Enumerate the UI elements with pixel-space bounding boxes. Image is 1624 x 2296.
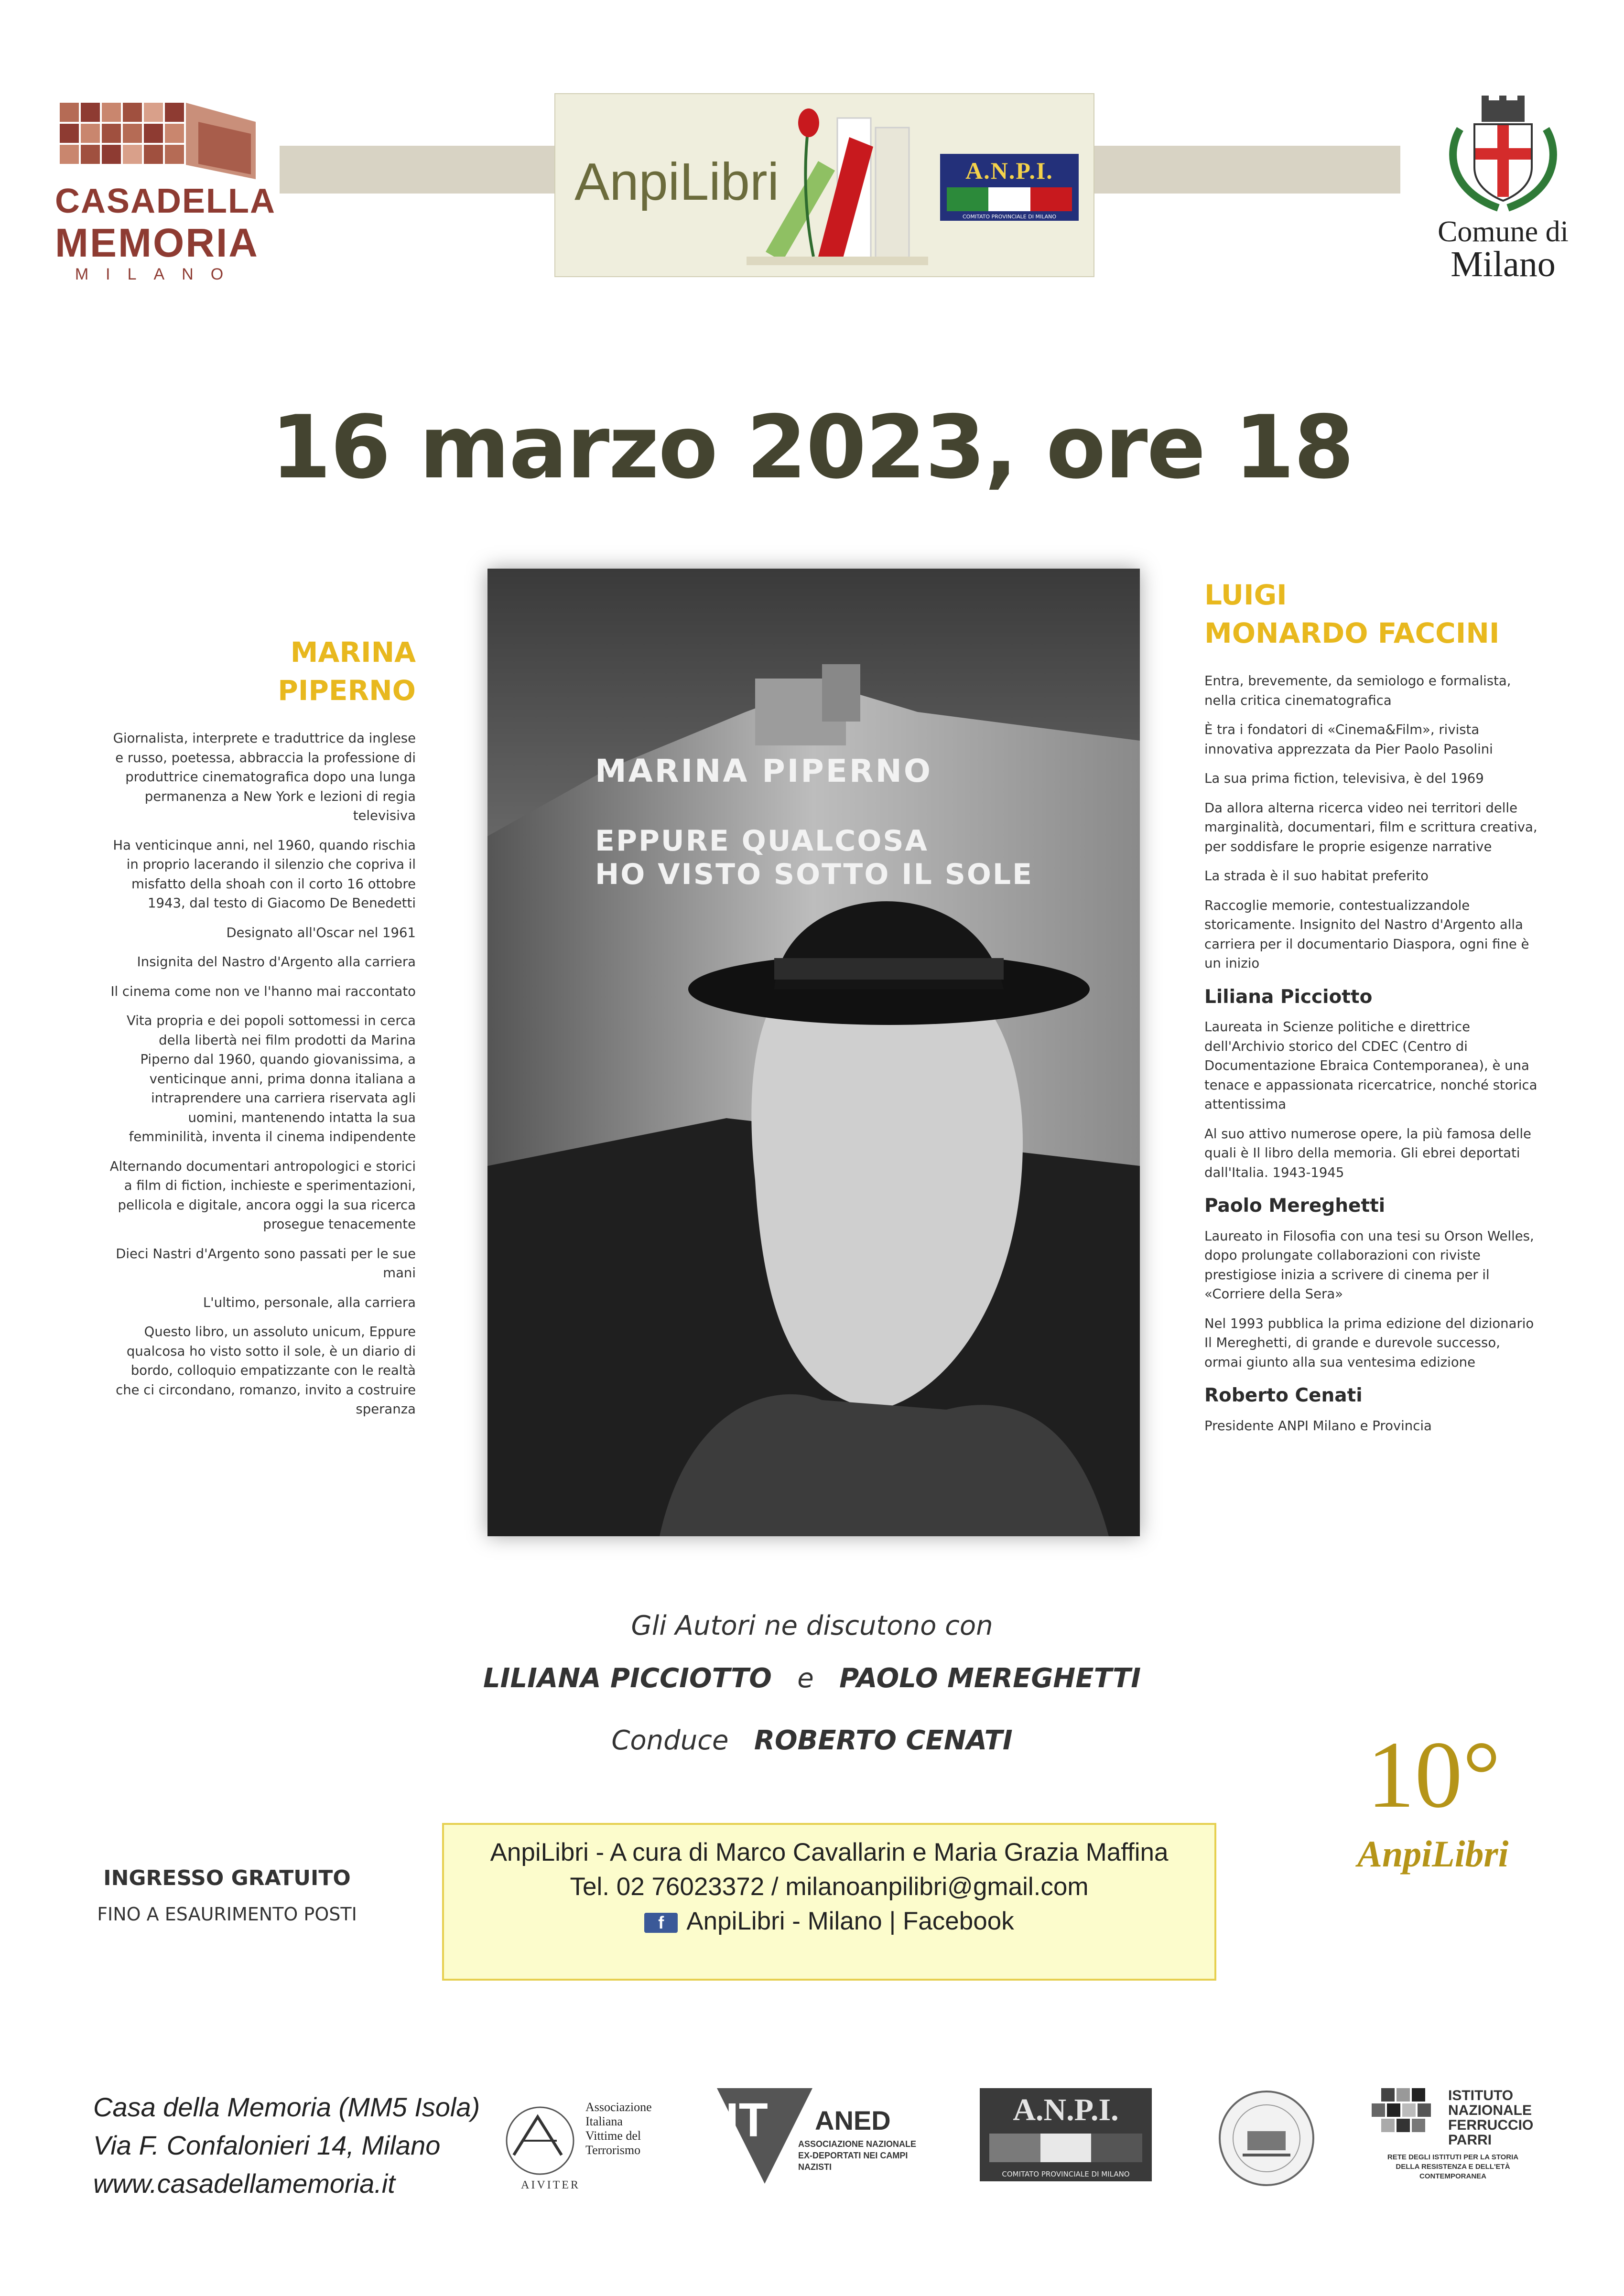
anpi-flag-icon xyxy=(989,2134,1142,2162)
address-line2: Via F. Confalonieri 14, Milano xyxy=(93,2130,441,2160)
discussion-guests xyxy=(0,1663,1624,1694)
left-bio-paragraph: Dieci Nastri d'Argento sono passati per le sue mani xyxy=(116,1246,416,1281)
guest-name-picciotto: Liliana Picciotto xyxy=(1204,986,1373,1008)
left-bio-paragraph: Alternando documentari antropologici e storici a film di fiction, inchieste e sperimentazioni, pellicola e digitale, ancora oggi la sua ricerca prosegue tenacemente xyxy=(109,1158,416,1232)
parri-sub3: CONTEMPORANEA xyxy=(1419,2172,1486,2180)
conduce-label: Conduce xyxy=(611,1725,729,1756)
left-bio-paragraph: L'ultimo, personale, alla carriera xyxy=(203,1294,416,1310)
left-author-bio xyxy=(108,729,416,1429)
conduce-name: ROBERTO CENATI xyxy=(754,1725,1013,1756)
parri-line4: PARRI xyxy=(1448,2132,1492,2148)
aned-name: ANED xyxy=(815,2105,891,2135)
anpi-milano-sub: COMITATO PROVINCIALE DI MILANO xyxy=(1002,2170,1130,2178)
header-band-right xyxy=(1094,146,1400,194)
aiviter-logo xyxy=(499,2088,657,2193)
guest-bio-paragraph: Nel 1993 pubblica la prima edizione del dizionario Il Mereghetti, di grande e durevole successo, ormai giunto alla sua ventesima edizione xyxy=(1204,1315,1534,1370)
association-seal-logo xyxy=(1216,2088,1317,2193)
left-author-name-line1: MARINA xyxy=(290,636,416,668)
discussion-guest1: LILIANA PICCIOTTO xyxy=(483,1663,772,1694)
guest-name-mereghetti: Paolo Mereghetti xyxy=(1204,1195,1386,1217)
aiviter-line2: Italiana xyxy=(585,2114,623,2128)
contact-info-box xyxy=(442,1823,1216,1981)
discussion-conjunction: e xyxy=(797,1663,814,1694)
right-author-name-line2: MONARDO FACCINI xyxy=(1204,617,1500,649)
left-bio-paragraph: Giornalista, interprete e traduttrice da inglese e russo, poetessa, abbraccia la professione di produttrice cinematografica dopo una lunga permanenza a New York e lezioni di regia televisiva xyxy=(113,731,416,823)
cover-title-line1: EPPURE QUALCOSA xyxy=(595,824,929,858)
aned-logo xyxy=(717,2088,922,2193)
anpi-badge xyxy=(940,154,1079,221)
aiviter-line1: Associazione xyxy=(585,2100,652,2114)
edition-label: AnpiLibri xyxy=(1357,1833,1509,1875)
cover-photo xyxy=(487,569,1140,1536)
aiviter-name: AIVITER xyxy=(521,2179,580,2191)
facebook-icon: f xyxy=(644,1913,678,1933)
aiviter-line4: Terrorismo xyxy=(585,2143,641,2157)
casa-logo-line3: MILANO xyxy=(75,265,241,283)
left-bio-paragraph: Designato all'Oscar nel 1961 xyxy=(226,925,416,940)
left-author-name-line2: PIPERNO xyxy=(278,674,416,707)
address-line1: Casa della Memoria (MM5 Isola) xyxy=(93,2092,480,2122)
facebook-link[interactable]: AnpiLibri - Milano | Facebook xyxy=(686,1907,1014,1935)
header-band-left xyxy=(280,146,554,194)
comune-di-milano-logo xyxy=(1431,96,1575,284)
istituto-parri-logo xyxy=(1372,2088,1534,2193)
right-bio-paragraph: Raccoglie memorie, contestualizzandole storicamente. Insignito del Nastro d'Argento alla carriera per il documentario Diaspora, ogni fine è un inizio xyxy=(1204,897,1529,971)
aiviter-emblem-icon xyxy=(499,2098,581,2179)
info-facebook[interactable] xyxy=(444,1904,1214,1939)
left-bio-paragraph: Vita propria e dei popoli sottomessi in cerca della libertà nei film prodotti da Marina Piperno dal 1960, quando giovanissima, a venticinque anni, prima donna italiana a intraprendere una carriera riservata agli uomini, mantenendo intatta la sua femminilità, inventa il cinema indipendente xyxy=(126,1013,416,1144)
aned-code: IT xyxy=(725,2093,768,2147)
italian-flag-icon xyxy=(947,187,1072,211)
guest-name-cenati: Roberto Cenati xyxy=(1204,1385,1363,1406)
comune-logo-line1: Comune di xyxy=(1438,216,1569,248)
right-bio-paragraph: Entra, brevemente, da semiologo e formalista, nella critica cinematografica xyxy=(1204,673,1511,708)
books-rose-icon xyxy=(747,104,947,271)
anpi-milano-logo xyxy=(980,2088,1152,2181)
parri-line3: FERRUCCIO xyxy=(1448,2117,1534,2133)
right-author-name xyxy=(1204,576,1539,652)
anpi-badge-subtitle: COMITATO PROVINCIALE DI MILANO xyxy=(963,214,1056,220)
discussion-intro: Gli Autori ne discutono con xyxy=(631,1610,993,1641)
comune-logo-line2: Milano xyxy=(1451,244,1556,284)
anpilibri-logo xyxy=(554,93,1094,277)
admission-info xyxy=(72,1866,382,1925)
casa-logo-line1: CASADELLA xyxy=(55,182,276,220)
venue-address xyxy=(93,2088,480,2203)
guest-bio-paragraph: Laureata in Scienze politiche e direttrice dell'Archivio storico del CDEC (Centro di Documentazione Ebraica Contemporanea), è una tenace e appassionata ricercatrice, nonché storica attentissima xyxy=(1204,1019,1537,1112)
left-bio-paragraph: Il cinema come non ve l'hanno mai raccontato xyxy=(110,983,416,999)
discussion-guest2: PAOLO MEREGHETTI xyxy=(839,1663,1141,1694)
tenth-edition-logo xyxy=(1353,1720,1515,1887)
parri-line1: ISTITUTO xyxy=(1448,2088,1514,2103)
info-contacts[interactable]: Tel. 02 76023372 / milanoanpilibri@gmail.com xyxy=(570,1873,1089,1901)
info-curators: AnpiLibri - A cura di Marco Cavallarin e Maria Grazia Maffina xyxy=(490,1838,1169,1866)
anpi-badge-title: A.N.P.I. xyxy=(965,157,1053,184)
pixel-mosaic-icon xyxy=(1372,2088,1443,2141)
guest-bio-paragraph: Presidente ANPI Milano e Provincia xyxy=(1204,1418,1432,1434)
address-website[interactable]: www.casadellamemoria.it xyxy=(93,2168,395,2199)
edition-number: 10° xyxy=(1367,1722,1501,1828)
cover-title-line2: HO VISTO SOTTO IL SOLE xyxy=(595,858,1034,891)
casa-della-memoria-logo xyxy=(55,93,276,284)
right-bio-paragraph: È tra i fondatori di «Cinema&Film», rivista innovativa apprezzata da Pier Paolo Pasolini xyxy=(1204,722,1493,757)
anpilibri-logo-title: AnpiLibri xyxy=(574,152,780,211)
round-seal-icon xyxy=(1216,2088,1317,2188)
building-grid-icon xyxy=(60,93,256,179)
casa-logo-line2: MEMORIA xyxy=(55,220,259,265)
parri-sub1: RETE DEGLI ISTITUTI PER LA STORIA xyxy=(1387,2153,1519,2161)
cover-author: MARINA PIPERNO xyxy=(595,753,932,789)
right-author-bio xyxy=(1204,671,1539,1445)
event-date-heading: 16 marzo 2023, ore 18 xyxy=(271,397,1353,498)
aned-sub1: ASSOCIAZIONE NAZIONALE xyxy=(798,2139,917,2149)
parri-line2: NAZIONALE xyxy=(1448,2102,1532,2118)
guest-bio-paragraph: Laureato in Filosofia con una tesi su Orson Welles, dopo prolungate collaborazioni con riviste prestigiose inizia a scrivere di cinema per il «Corriere della Sera» xyxy=(1204,1228,1534,1302)
aned-sub2: EX-DEPORTATI NEI CAMPI NAZISTI xyxy=(798,2151,908,2172)
anpi-milano-name: A.N.P.I. xyxy=(1013,2092,1119,2127)
parri-sub2: DELLA RESISTENZA E DELL'ETÀ xyxy=(1396,2163,1510,2171)
left-bio-paragraph: Ha venticinque anni, nel 1960, quando rischia in proprio lacerando il silenzio che copriva il misfatto della shoah con il corto 16 ottobre 1943, dal testo di Giacomo De Benedetti xyxy=(113,837,416,911)
admission-note: FINO A ESAURIMENTO POSTI xyxy=(97,1904,357,1925)
cover-title xyxy=(595,824,1033,891)
guest-bio-paragraph: Al suo attivo numerose opere, la più famosa delle quali è Il libro della memoria. Gli ebrei deportati dall'Italia. 1943-1945 xyxy=(1204,1126,1531,1180)
right-author-name-line1: LUIGI xyxy=(1204,579,1287,611)
right-bio-paragraph: La sua prima fiction, televisiva, è del 1969 xyxy=(1204,771,1484,786)
right-bio-paragraph: Da allora alterna ricerca video nei territori delle marginalità, documentari, film e scrittura creativa, per soddisfare le proprie esigenze narrative xyxy=(1204,800,1537,854)
book-cover-image xyxy=(487,569,1140,1536)
left-bio-paragraph: Questo libro, un assoluto unicum, Eppure qualcosa ho visto sotto il sole, è un diario di bordo, colloquio empatizzante con le realtà che ci circondano, romanzo, invito a costruire speranza xyxy=(116,1324,416,1417)
left-author-name xyxy=(96,633,416,710)
milano-coat-of-arms-icon xyxy=(1441,96,1565,213)
right-bio-paragraph: La strada è il suo habitat preferito xyxy=(1204,868,1429,884)
admission-free: INGRESSO GRATUITO xyxy=(103,1866,351,1890)
left-bio-paragraph: Insignita del Nastro d'Argento alla carriera xyxy=(137,954,416,970)
aiviter-line3: Vittime del xyxy=(585,2129,641,2143)
